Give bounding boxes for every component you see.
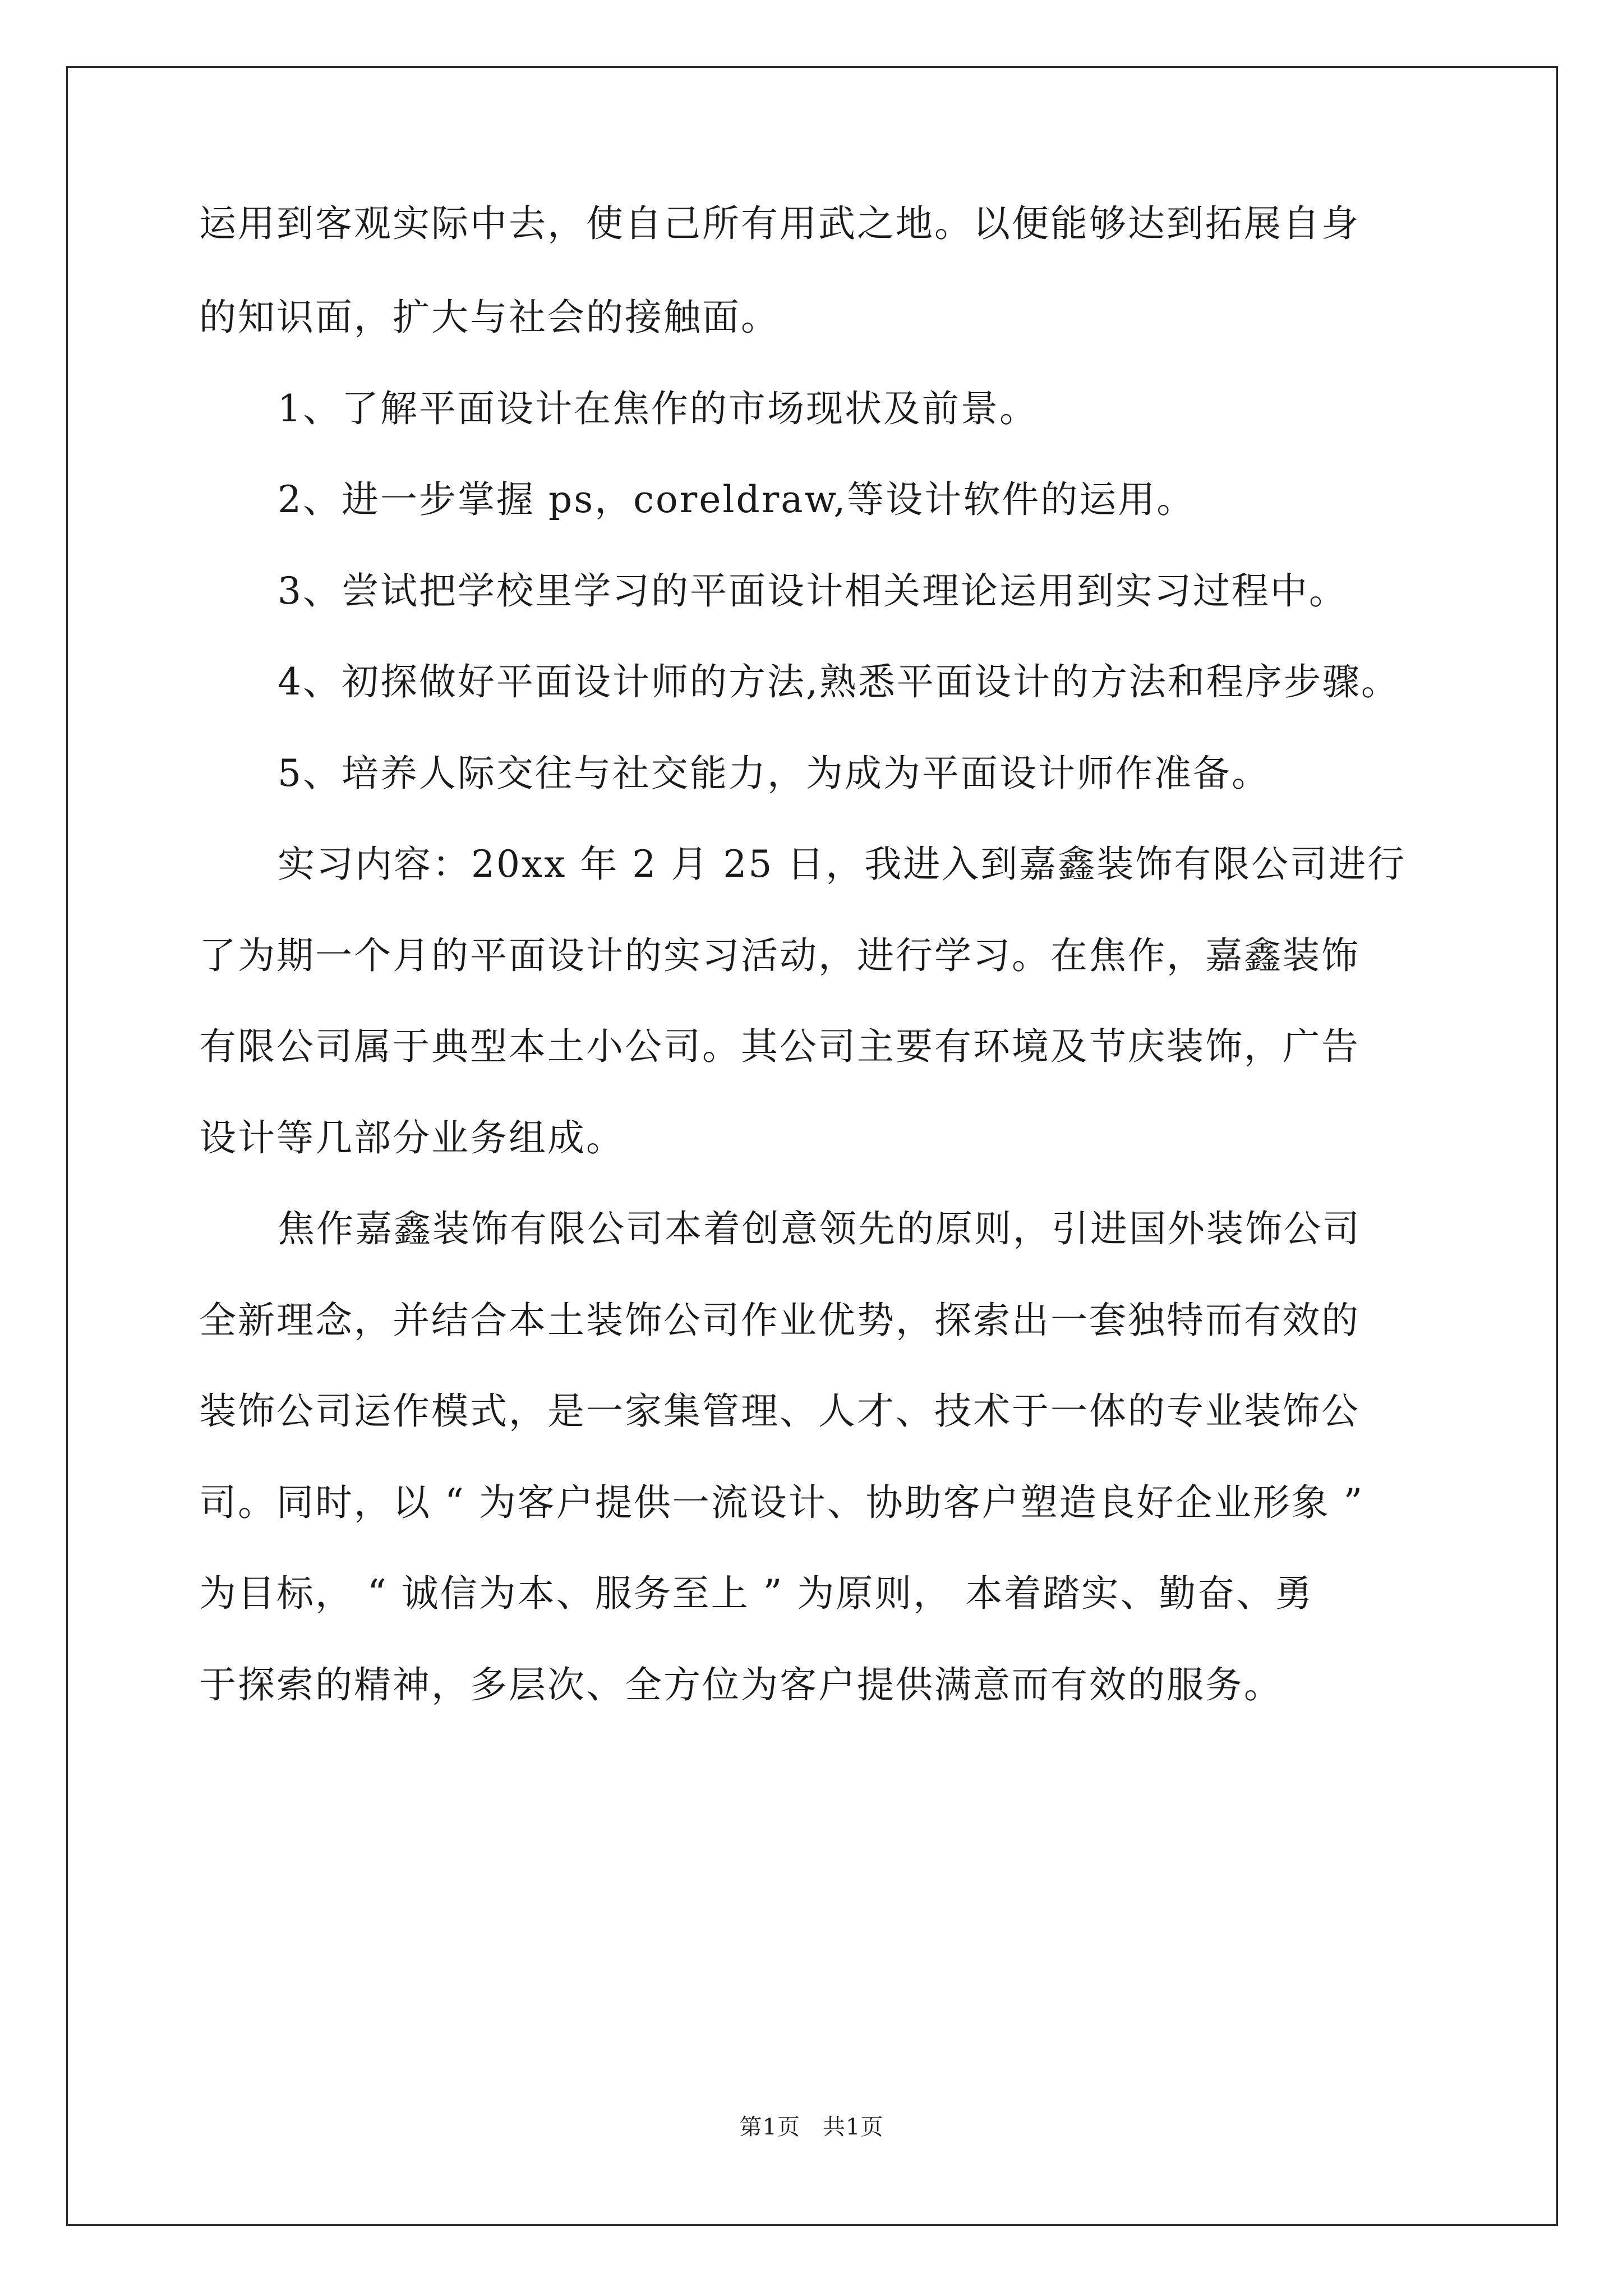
text-line: 的知识面，扩大与社会的接触面。 [199,296,780,339]
text-line: 全新理念，并结合本土装饰公司作业优势，探索出一套独特而有效的 [199,1299,1360,1342]
text-line: 设计等几部分业务组成。 [199,1116,625,1159]
text-line: 运用到客观实际中去，使自己所有用武之地。以便能够达到拓展自身 [199,202,1360,245]
text-line: 为目标， “ 诚信为本、服务至上 ” 为原则， 本着踏实、勤奋、勇 [199,1572,1314,1615]
text-line: 实习内容：20xx 年 2 月 25 日，我进入到嘉鑫装饰有限公司进行 [278,843,1407,886]
text-line: 了为期一个月的平面设计的实习活动，进行学习。在焦作，嘉鑫装饰 [199,934,1360,977]
text-line: 于探索的精神，多层次、全方位为客户提供满意而有效的服务。 [199,1663,1283,1706]
text-line: 1、了解平面设计在焦作的市场现状及前景。 [278,387,1038,430]
text-line: 有限公司属于典型本土小公司。其公司主要有环境及节庆装饰，广告 [199,1025,1360,1068]
text-line: 装饰公司运作模式，是一家集管理、人才、技术于一体的专业装饰公 [199,1389,1360,1433]
text-line: 司。同时，以 “ 为客户提供一流设计、协助客户塑造良好企业形象 ” [199,1481,1364,1524]
text-line: 4、初探做好平面设计师的方法,熟悉平面设计的方法和程序步骤。 [278,660,1400,703]
text-line: 焦作嘉鑫装饰有限公司本着创意领先的原则，引进国外装饰公司 [278,1207,1361,1250]
page-total: 共1页 [823,2114,884,2140]
page-footer [0,2114,1623,2141]
text-line: 3、尝试把学校里学习的平面设计相关理论运用到实习过程中。 [278,569,1348,613]
text-line: 5、培养人际交往与社交能力，为成为平面设计师作准备。 [278,752,1270,795]
text-line: 2、进一步掌握 ps，coreldraw,等设计软件的运用。 [278,478,1196,521]
page-number: 第1页 [739,2114,800,2140]
